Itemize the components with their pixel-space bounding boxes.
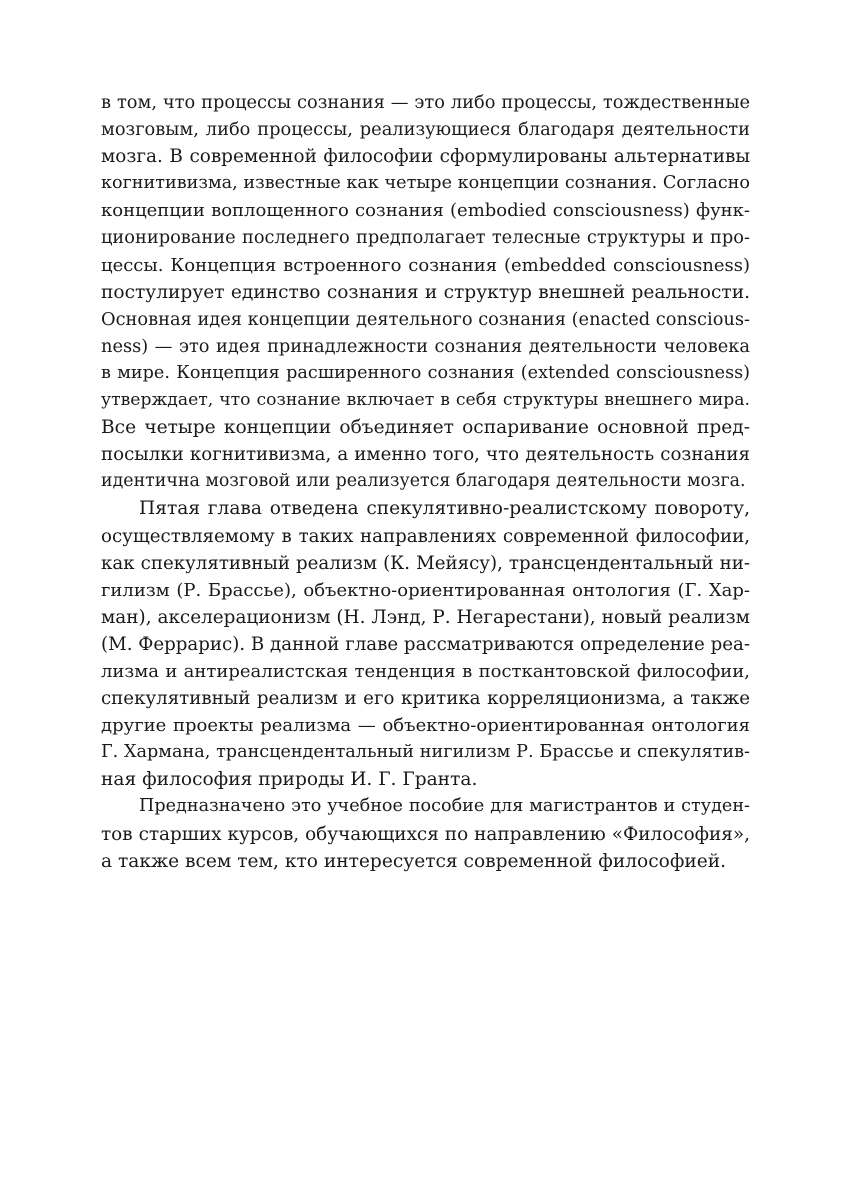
text-line: как спекулятивный реализм (К. Мейясу), трансцендентальный ни-: [101, 552, 750, 574]
text-line: ная философия природы И. Г. Гранта.: [101, 769, 478, 791]
text-line: осуществляемому в таких направлениях современной философии,: [101, 525, 750, 547]
text-line: Г. Хармана, трансцендентальный нигилизм Р. Брассье и спекулятив-: [101, 742, 750, 763]
text-line: другие проекты реализма — объектно-ориентированная онтология: [101, 715, 750, 737]
text-line: спекулятивный реализм и его критика корреляционизма, а также: [101, 688, 750, 710]
text-line: ционирование последнего предполагает телесные структуры и про-: [101, 227, 750, 249]
text-line: утверждает, что сознание включает в себя структуры внешнего мира.: [101, 390, 750, 411]
paragraph-3: [101, 793, 750, 874]
text-line: в мире. Концепция расширенного сознания (extended consciousness): [101, 362, 750, 383]
text-line: гилизм (Р. Брассье), объектно-ориентированная онтология (Г. Хар-: [101, 579, 750, 601]
page-body: [101, 89, 750, 875]
text-line: постулирует единство сознания и структур внешней реальности.: [101, 281, 750, 303]
paragraph-1: [101, 89, 750, 495]
text-line: Основная идея концепции деятельного сознания (enacted conscious-: [101, 308, 750, 330]
text-line: посылки когнитивизма, а именно того, что деятельность сознания: [101, 444, 750, 466]
text-line: мозговым, либо процессы, реализующиеся благодаря деятельности: [101, 119, 750, 141]
text-line: Пятая глава отведена спекулятивно-реалистскому повороту,: [139, 498, 750, 520]
text-line: ман), акселерационизм (Н. Лэнд, Р. Негарестани), новый реализм: [101, 606, 750, 628]
text-line: мозга. В современной философии сформулированы альтернативы: [101, 146, 750, 168]
text-line: лизма и антиреалистская тенденция в посткантовской философии,: [101, 660, 750, 682]
text-line: тов старших курсов, обучающихся по направлению «Философия»,: [101, 823, 750, 845]
text-line: ness) — это идея принадлежности сознания деятельности человека: [101, 335, 750, 357]
text-line: а также всем тем, кто интересуется современной философией.: [101, 850, 727, 872]
text-line: когнитивизма, известные как четыре концепции сознания. Согласно: [101, 173, 750, 194]
text-line: идентична мозговой или реализуется благодаря деятельности мозга.: [101, 471, 746, 492]
text-line: в том, что процессы сознания — это либо процессы, тождественные: [101, 92, 750, 113]
text-line: концепции воплощенного сознания (embodied consciousness) функ-: [101, 200, 750, 222]
text-line: Предназначено это учебное пособие для магистрантов и студен-: [139, 796, 750, 817]
text-line: (М. Феррарис). В данной главе рассматриваются определение реа-: [101, 633, 750, 655]
paragraph-2: [101, 495, 750, 793]
text-line: Все четыре концепции объединяет оспаривание основной пред-: [101, 417, 750, 439]
text-line: цессы. Концепция встроенного сознания (embedded consciousness): [101, 254, 750, 276]
